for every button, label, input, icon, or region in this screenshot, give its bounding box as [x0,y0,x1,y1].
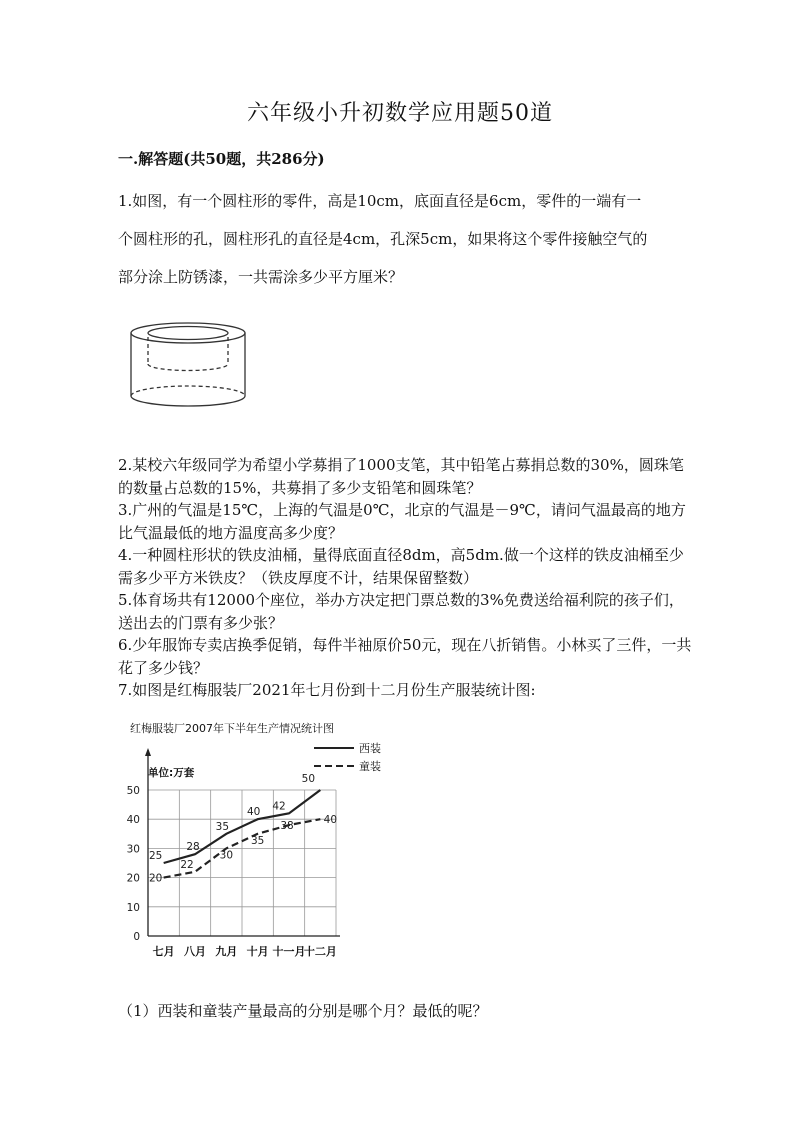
y-tick-label: 20 [126,872,140,885]
question-4: 4.一种圆柱形状的铁皮油桶，量得底面直径8dm，高5dm.做一个这样的铁皮油桶至少需多少平方米铁皮？（铁皮厚度不计，结果保留整数） [118,546,684,587]
data-label: 28 [186,841,200,854]
x-tick-label: 九月 [215,945,238,958]
chart-unit-label: 单位:万套 [148,767,195,779]
legend-label: 西装 [359,742,381,755]
x-tick-label: 七月 [152,945,175,958]
data-label: 42 [272,800,286,813]
data-label: 20 [148,872,163,885]
question-5: 5.体育场共有12000个座位，举办方决定把门票总数的3%免费送给福利院的孩子们，送出去的门票有多少张？ [118,591,684,632]
page-title: 六年级小升初数学应用题50道 [247,101,553,126]
question-6: 6.少年服饰专卖店换季促销，每件半袖原价50元，现在八折销售。小林买了三件，一共花了多少钱？ [118,636,692,677]
y-tick-label: 50 [126,785,140,797]
question-2: 2.某校六年级同学为希望小学募捐了1000支笔，其中铅笔占募捐总数的30%，圆珠笔的数量占总数的15%，共募捐了多少支铅笔和圆珠笔？ [118,456,684,497]
chart-title: 红梅服装厂2007年下半年生产情况统计图 [130,722,334,735]
question-1-line: 个圆柱形的孔，圆柱形孔的直径是4cm，孔深5cm，如果将这个零件接触空气的 [118,230,648,248]
data-label: 35 [250,834,265,847]
data-label: 40 [246,806,261,819]
data-label: 40 [323,814,338,827]
data-label: 30 [219,849,234,862]
data-label: 38 [280,820,294,833]
y-tick-label: 10 [126,901,140,914]
y-axis-arrow [145,748,151,756]
line-chart [118,716,382,964]
y-tick-label: 40 [126,814,140,827]
legend-label: 童装 [359,760,381,773]
x-tick-label: 十二月 [303,945,337,958]
data-label: 22 [180,858,194,871]
x-tick-label: 八月 [184,945,206,958]
question-7: 7.如图是红梅服装厂2021年七月份到十二月份生产服装统计图: [118,681,536,699]
sub-question-1: （1）西装和童装产量最高的分别是哪个月？最低的呢？ [118,1002,488,1020]
section-heading: 一.解答题(共50题，共286分) [118,150,325,168]
question-1 [118,182,688,296]
question-1-line: 部分涂上防锈漆，一共需涂多少平方厘米？ [118,268,404,286]
y-tick-label: 0 [133,931,140,943]
cylinder-figure [128,320,260,412]
x-tick-label: 十月 [246,945,269,958]
data-label: 35 [215,820,230,833]
question-list [118,454,698,702]
data-label: 50 [301,773,316,785]
question-1-line: 1.如图，有一个圆柱形的零件，高是10cm，底面直径是6cm，零件的一端有一 [118,192,642,210]
y-tick-label: 30 [126,843,140,856]
question-3: 3.广州的气温是15℃，上海的气温是0℃，北京的气温是－9℃，请问气温最高的地方比气温最低的地方温度高多少度？ [118,501,686,542]
data-label: 25 [148,850,163,862]
x-tick-label: 十一月 [272,945,306,958]
